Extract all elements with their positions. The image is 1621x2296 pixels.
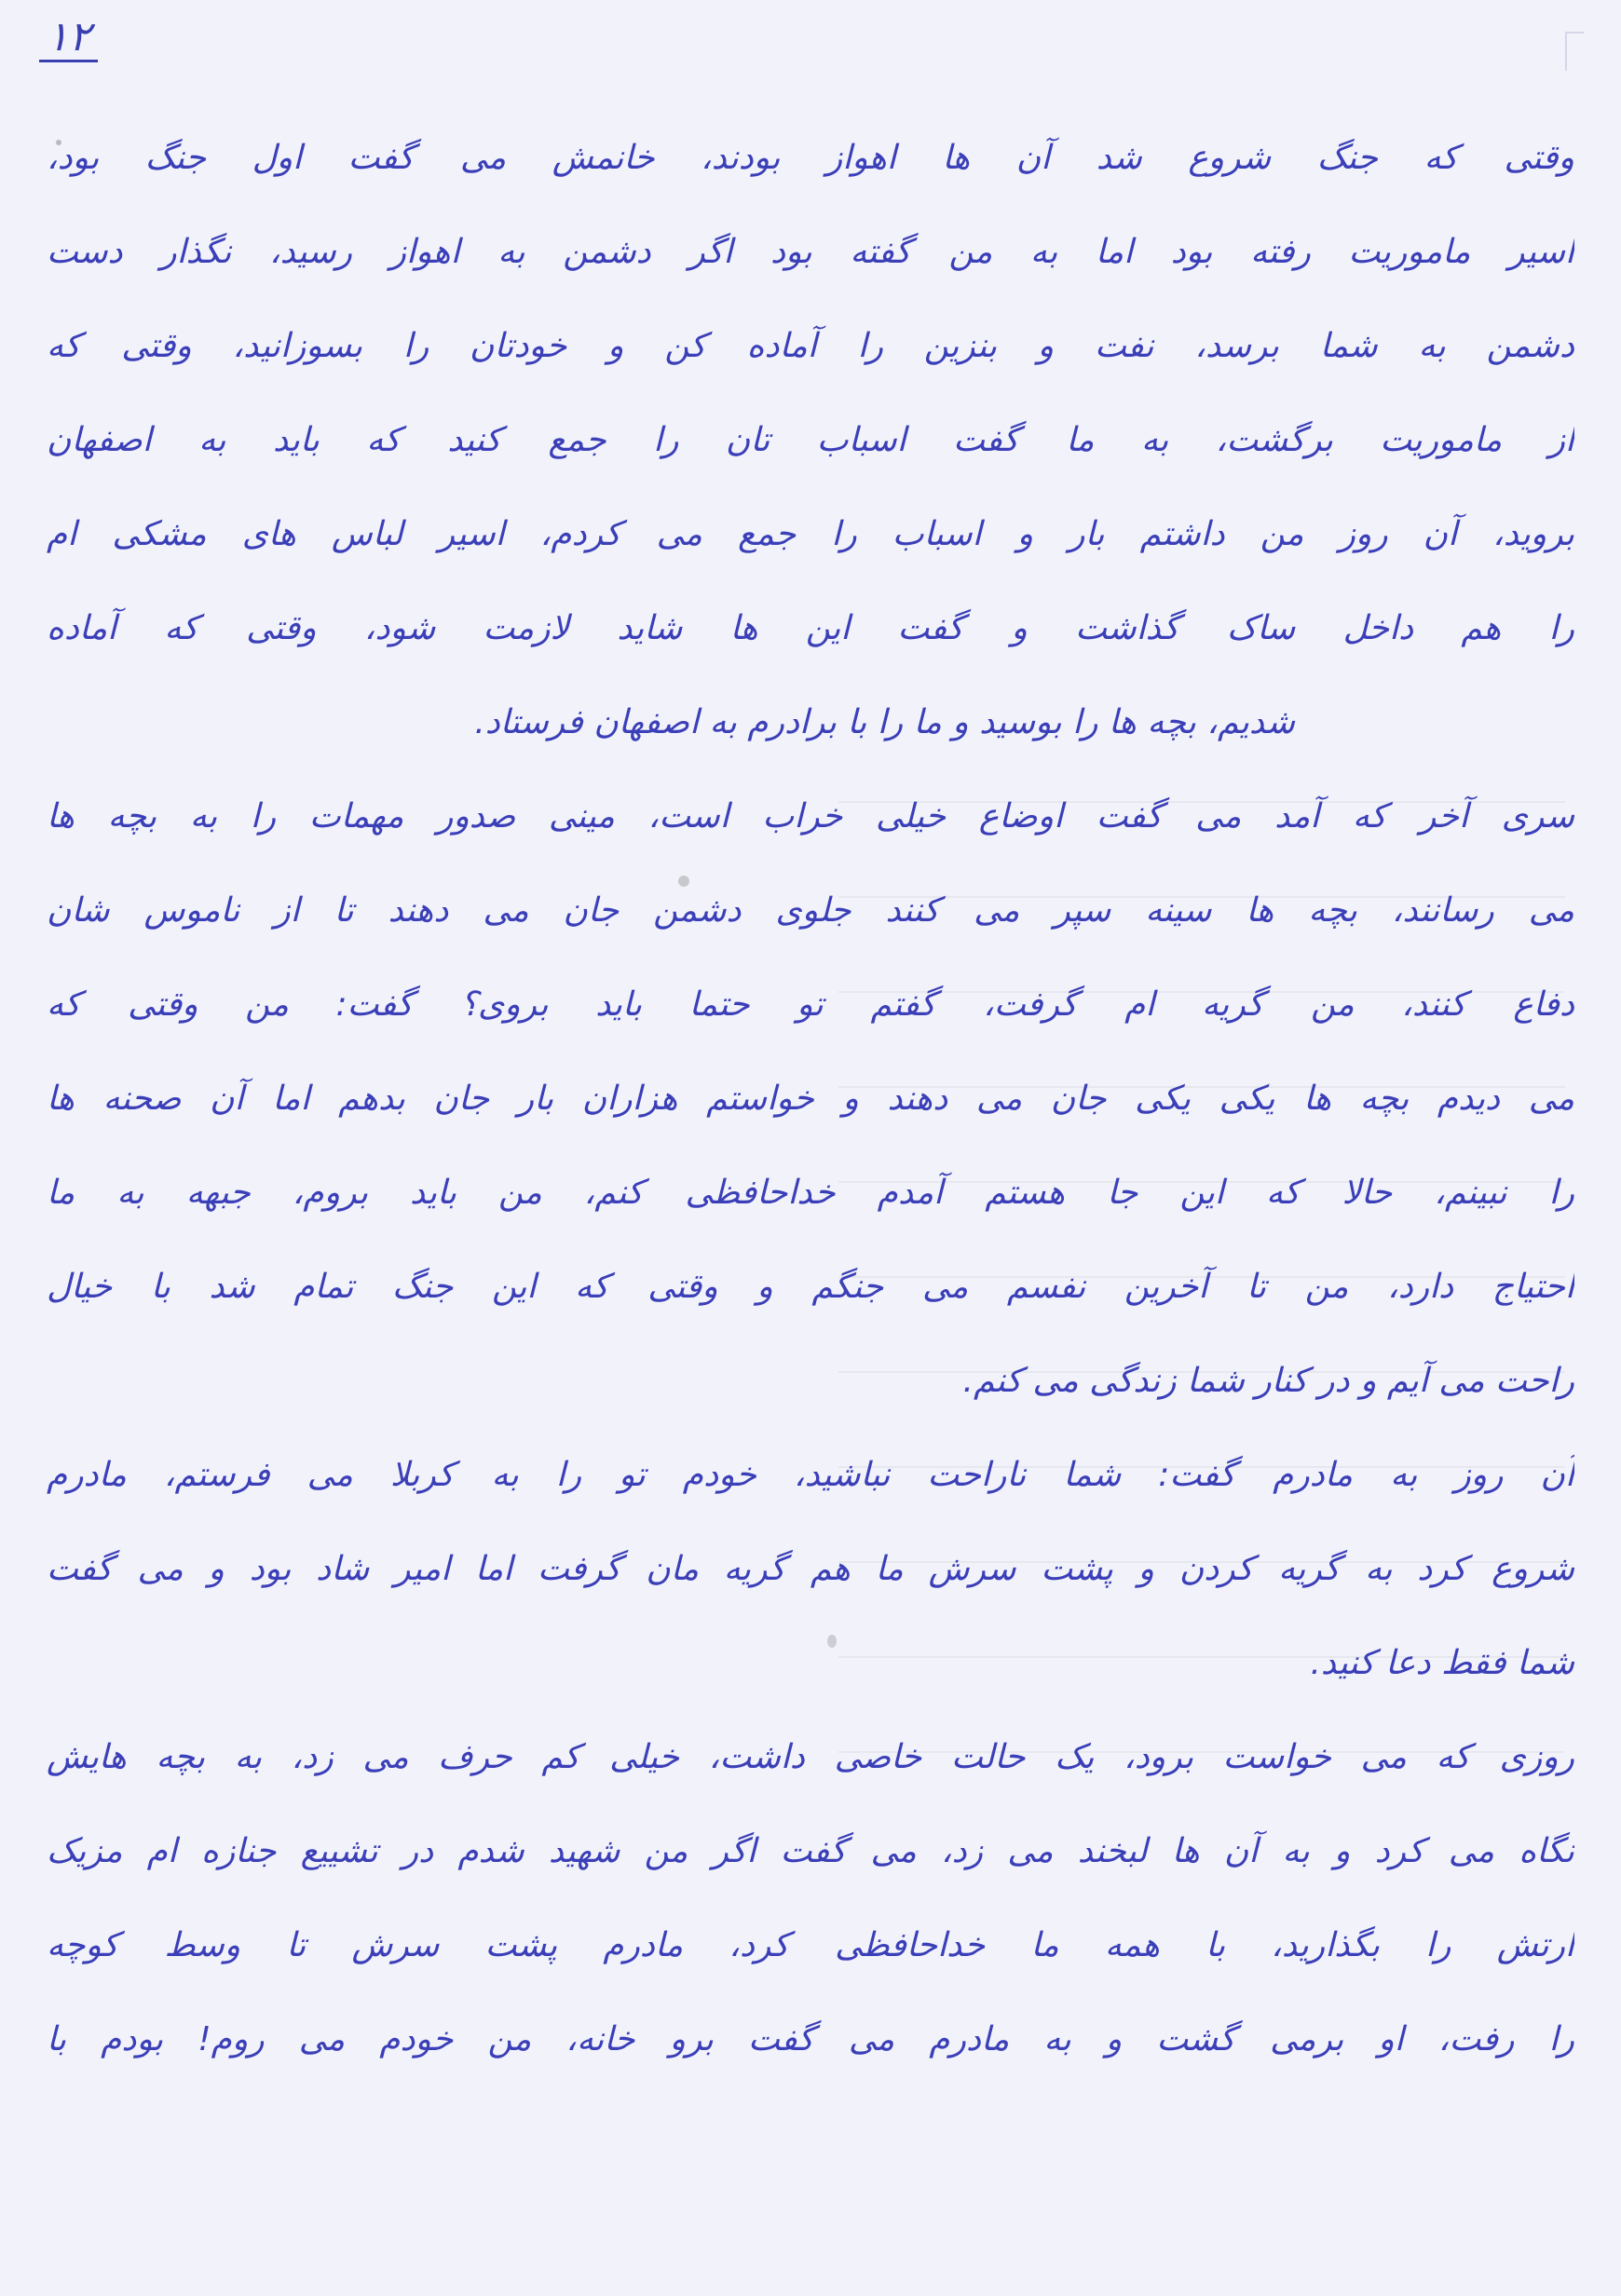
page-number: ۱۲ xyxy=(39,17,98,62)
text-line: نگاه می کرد و به آن ها لبخند می زد، می گفت اگر من شهید شدم در تشییع جنازه ام مزیک xyxy=(47,1832,1574,1870)
text-line: سری آخر که آمد می گفت اوضاع خیلی خراب است، مینی صدور مهمات را به بچه ها xyxy=(47,797,1574,836)
text-line: را رفت، او برمی گشت و به مادرم می گفت برو خانه، من خودم می روم! بودم با xyxy=(47,2020,1574,2058)
text-line: روزی که می خواست برود، یک حالت خاصی داشت، خیلی کم حرف می زد، به بچه هایش xyxy=(47,1738,1574,1776)
text-line: دشمن به شما برسد، نفت و بنزین را آماده کن و خودتان را بسوزانید، وقتی که xyxy=(47,327,1574,365)
corner-mark xyxy=(1565,32,1584,71)
text-line: را نبینم، حالا که این جا هستم آمدم خداحافظی کنم، من باید بروم، جبهه به ما xyxy=(47,1174,1574,1212)
text-line: بروید، آن روز من داشتم بار و اسباب را جمع می کردم، اسیر لباس های مشکی ام xyxy=(47,515,1574,553)
text-line: ارتش را بگذارید، با همه ما خداحافظی کرد، مادرم پشت سرش تا وسط کوچه xyxy=(47,1926,1574,1964)
text-line: اسیر ماموریت رفته بود اما به من گفته بود اگر دشمن به اهواز رسید، نگذار دست xyxy=(47,233,1574,271)
text-line: احتیاج دارد، من تا آخرین نفسم می جنگم و وقتی که این جنگ تمام شد با خیال xyxy=(47,1268,1574,1306)
text-line: وقتی که جنگ شروع شد آن ها اهواز بودند، خانمش می گفت اول جنگ بود، xyxy=(47,139,1574,177)
handwritten-text-body xyxy=(47,126,1574,2101)
text-line: می رسانند، بچه ها سینه سپر می کنند جلوی دشمن جان می دهند تا از ناموس شان xyxy=(47,891,1574,930)
text-line: از ماموریت برگشت، به ما گفت اسباب تان را جمع کنید که باید به اصفهان xyxy=(47,421,1574,459)
text-line: آن روز به مادرم گفت: شما ناراحت نباشید، خودم تو را به کربلا می فرستم، مادرم xyxy=(47,1456,1574,1494)
text-line: شروع کرد به گریه کردن و پشت سرش ما هم گریه مان گرفت اما امیر شاد بود و می گفت xyxy=(47,1550,1574,1588)
text-line: را هم داخل ساک گذاشت و گفت این ها شاید لازمت شود، وقتی که آماده xyxy=(47,609,1574,647)
text-line: دفاع کنند، من گریه ام گرفت، گفتم تو حتما باید بروی؟ گفت: من وقتی که xyxy=(47,985,1574,1024)
text-line: می دیدم بچه ها یکی یکی جان می دهند و خواستم هزاران بار جان بدهم اما آن صحنه ها xyxy=(47,1080,1574,1118)
text-line: راحت می آیم و در کنار شما زندگی می کنم. xyxy=(962,1362,1574,1400)
text-line: شما فقط دعا کنید. xyxy=(1310,1644,1574,1682)
text-line: شدیم، بچه ها را بوسید و ما را با برادرم به اصفهان فرستاد. xyxy=(474,703,1295,741)
